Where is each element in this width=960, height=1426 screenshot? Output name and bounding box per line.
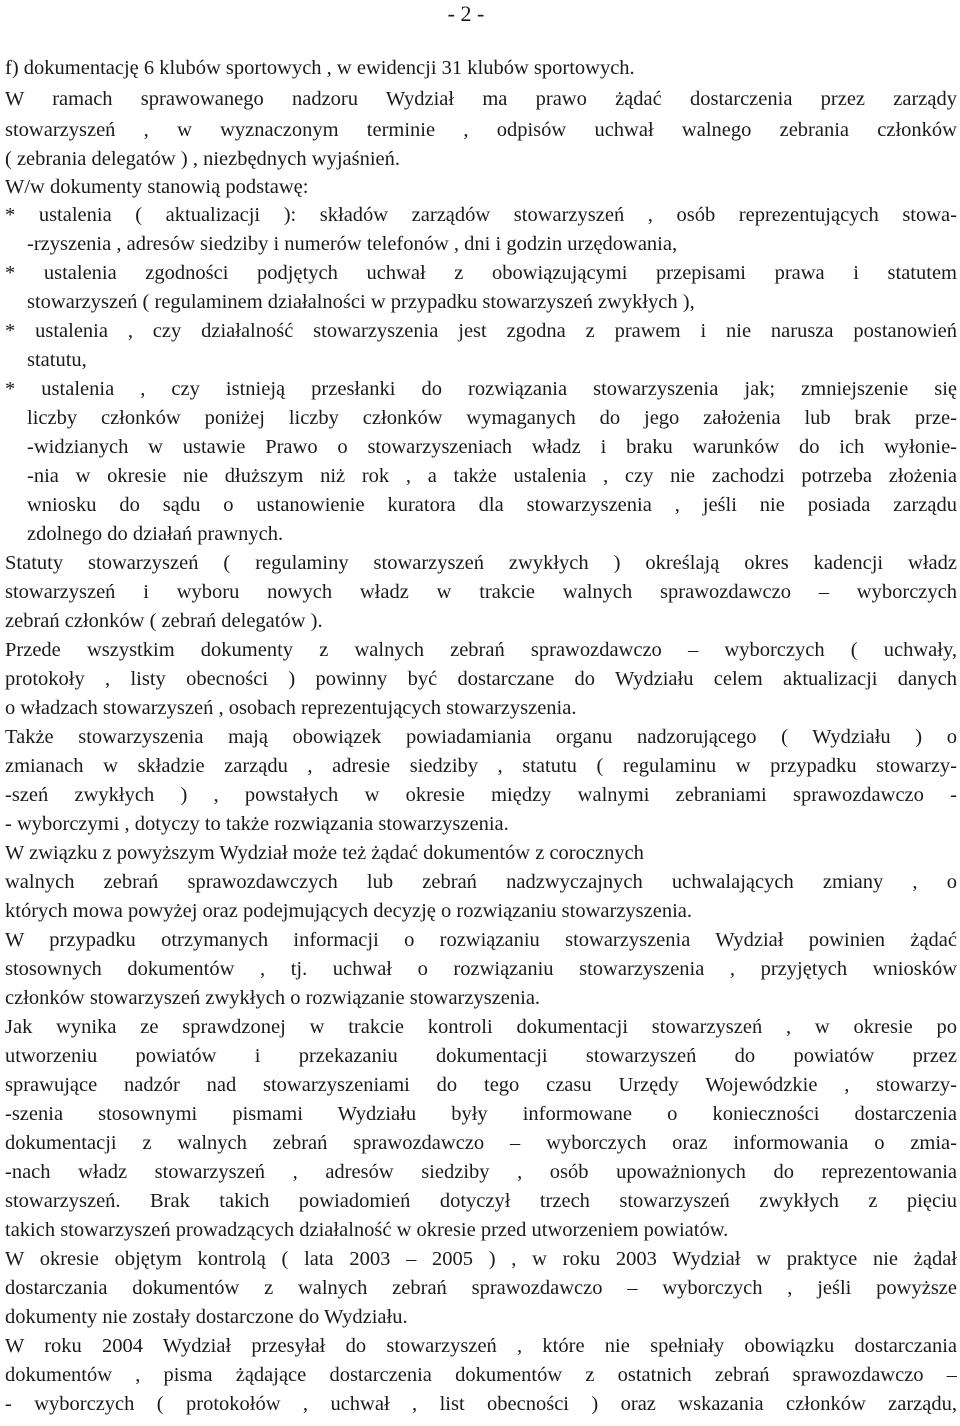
bullet-line: * ustalenia zgodności podjętych uchwał z obowiązującymi przepisami prawa i statutem: [5, 262, 957, 284]
text-line: zebrań członków ( zebrań delegatów ).: [5, 610, 323, 632]
text-line: -szenia stosownymi pismami Wydziału były informowane o konieczności dostarczenia: [5, 1103, 957, 1125]
text-line: -nia w okresie nie dłuższym niż rok , a także ustalenia , czy nie zachodzi potrzeba złożenia: [27, 465, 957, 487]
text-line: W roku 2004 Wydział przesyłał do stowarzyszeń , które nie spełniały obowiązku dostarczania: [5, 1335, 957, 1357]
text-line: członków stowarzyszeń zwykłych o rozwiązanie stowarzyszenia.: [5, 987, 541, 1009]
text-line: utworzeniu powiatów i przekazaniu dokumentacji stowarzyszeń do powiatów przez: [5, 1045, 957, 1067]
text-line: Przede wszystkim dokumenty z walnych zebrań sprawozdawczo – wyborczych ( uchwały,: [5, 639, 957, 661]
text-line: f) dokumentację 6 klubów sportowych , w ewidencji 31 klubów sportowych.: [5, 57, 635, 79]
text-line: walnych zebrań sprawozdawczych lub zebrań nadzwyczajnych uchwalających zmiany , o: [5, 871, 957, 893]
text-line: zdolnego do działań prawnych.: [27, 523, 284, 545]
text-line: dostarczania dokumentów z walnych zebrań sprawozdawczo – wyborczych , jeśli powyższe: [5, 1277, 957, 1299]
text-line: W ramach sprawowanego nadzoru Wydział ma prawo żądać dostarczenia przez zarządy: [5, 88, 957, 110]
text-line: -widzianych w ustawie Prawo o stowarzyszeniach władz i braku warunków do ich wyłonie-: [27, 436, 957, 458]
text-line: - wyborczych ( protokołów , uchwał , list obecności ) oraz wskazania członków zarządu,: [5, 1393, 957, 1415]
text-line: -szeń zwykłych ) , powstałych w okresie między walnymi zebraniami sprawozdawczo -: [5, 784, 957, 806]
bullet-line: * ustalenia ( aktualizacji ): składów zarządów stowarzyszeń , osób reprezentujących stowa-: [5, 204, 957, 226]
text-line: takich stowarzyszeń prowadzących działalność w okresie przed utworzeniem powiatów.: [5, 1219, 729, 1241]
text-line: W związku z powyższym Wydział może też żądać dokumentów z corocznych: [5, 842, 644, 864]
text-line: W okresie objętym kontrolą ( lata 2003 – 2005 ) , w roku 2003 Wydział w praktyce nie żądał: [5, 1248, 957, 1270]
text-line: liczby członków poniżej liczby członków wymaganych do jego założenia lub brak prze-: [27, 407, 957, 429]
text-line: -nach władz stowarzyszeń , adresów siedziby , osób upoważnionych do reprezentowania: [5, 1161, 957, 1183]
page-number: - 2 -: [447, 1, 485, 26]
text-line: zmianach w składzie zarządu , adresie siedziby , statutu ( regulaminu w przypadku stowarzy-: [5, 755, 957, 777]
text-line: których mowa powyżej oraz podejmujących decyzję o rozwiązaniu stowarzyszenia.: [5, 900, 693, 922]
text-line: W przypadku otrzymanych informacji o rozwiązaniu stowarzyszenia Wydział powinien żądać: [5, 929, 957, 951]
text-line: statutu,: [27, 349, 87, 371]
text-line: stowarzyszeń ( regulaminem działalności w przypadku stowarzyszeń zwykłych ),: [27, 291, 695, 313]
text-line: dokumentacji z walnych zebrań sprawozdawczo – wyborczych oraz informowania o zmia-: [5, 1132, 957, 1154]
text-line: stowarzyszeń , w wyznaczonym terminie , odpisów uchwał walnego zebrania członków: [5, 119, 957, 141]
text-line: sprawujące nadzór nad stowarzyszeniami do tego czasu Urzędy Wojewódzkie , stowarzy-: [5, 1074, 957, 1096]
text-line: Jak wynika ze sprawdzonej w trakcie kontroli dokumentacji stowarzyszeń , w okresie po: [5, 1016, 957, 1038]
bullet-line: * ustalenia , czy istnieją przesłanki do rozwiązania stowarzyszenia jak; zmniejszenie się: [5, 378, 957, 400]
text-line: stowarzyszeń. Brak takich powiadomień dotyczył trzech stowarzyszeń zwykłych z pięciu: [5, 1190, 957, 1212]
text-line: -rzyszenia , adresów siedziby i numerów telefonów , dni i godzin urzędowania,: [27, 233, 678, 255]
text-line: W/w dokumenty stanowią podstawę:: [5, 176, 309, 198]
text-line: stosownych dokumentów , tj. uchwał o rozwiązaniu stowarzyszenia , przyjętych wniosków: [5, 958, 957, 980]
text-line: ( zebrania delegatów ) , niezbędnych wyjaśnień.: [5, 148, 401, 170]
text-line: dokumenty nie zostały dostarczone do Wydziału.: [5, 1306, 408, 1328]
text-line: wniosku do sądu o ustanowienie kuratora dla stowarzyszenia , jeśli nie posiada zarządu: [27, 494, 957, 516]
text-line: Statuty stowarzyszeń ( regulaminy stowarzyszeń zwykłych ) określają okres kadencji władz: [5, 552, 957, 574]
text-line: protokoły , listy obecności ) powinny być dostarczane do Wydziału celem aktualizacji danych: [5, 668, 957, 690]
text-line: stowarzyszeń i wyboru nowych władz w trakcie walnych sprawozdawczo – wyborczych: [5, 581, 957, 603]
text-line: o władzach stowarzyszeń , osobach reprezentujących stowarzyszenia.: [5, 697, 577, 719]
text-line: - wyborczymi , dotyczy to także rozwiązania stowarzyszenia.: [5, 813, 509, 835]
bullet-line: * ustalenia , czy działalność stowarzyszenia jest zgodna z prawem i nie narusza postanowień: [5, 320, 957, 342]
text-line: dokumentów , pisma żądające dostarczenia dokumentów z ostatnich zebrań sprawozdawczo –: [5, 1364, 957, 1386]
text-line: Także stowarzyszenia mają obowiązek powiadamiania organu nadzorującego ( Wydziału ) o: [5, 726, 957, 748]
